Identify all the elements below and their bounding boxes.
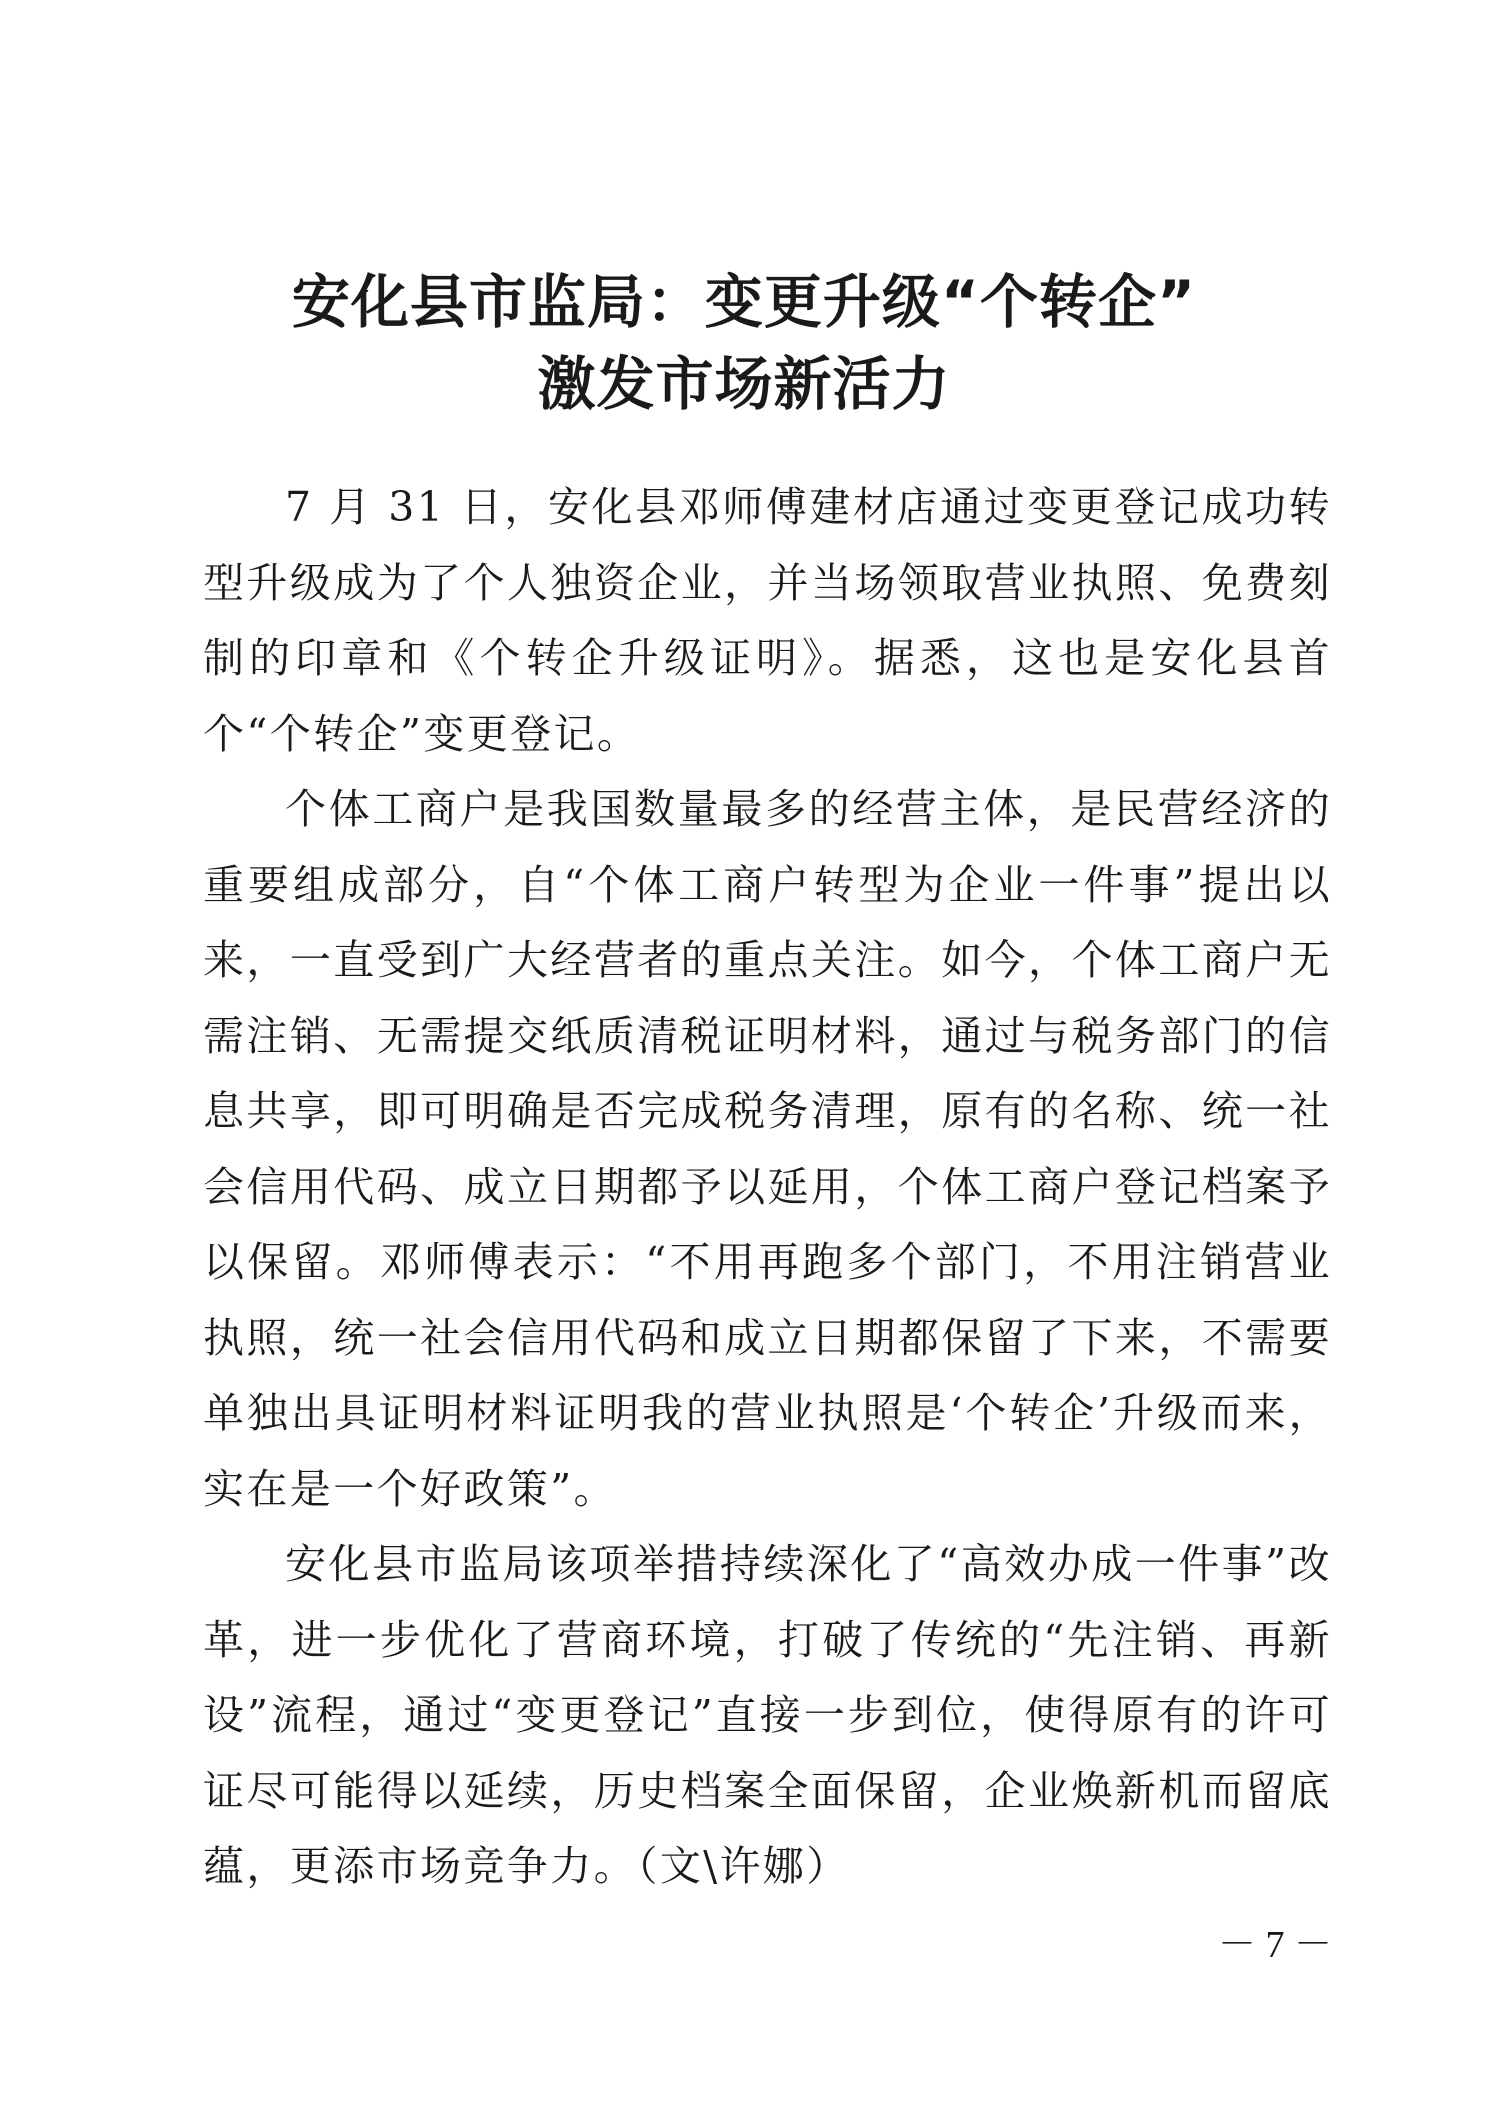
article-title-line-1: 安化县市监局：变更升级“个转企” (291, 268, 1197, 336)
article-title-line-2: 激发市场新活力 (537, 350, 951, 418)
paragraph-2: 个体工商户是我国数量最多的经营主体，是民营经济的重要组成部分，自“个体工商户转型为企业一件事”提出以来，一直受到广大经营者的重点关注。如今，个体工商户无需注销、无需提交纸质清税证明材料，通过与税务部门的信息共享，即可明确是否完成税务清理，原有的名称、统一社会信用代码、成立日期都予以延用，个体工商户登记档案予以保留。邓师傅表示：“不用再跑多个部门，不用注销营业执照，统一社会信用代码和成立日期都保留了下来，不需要单独出具证明材料证明我的营业执照是‘个转企’升级而来，实在是一个好政策”。 (203, 785, 1332, 1513)
paragraph-1: 7 月 31 日，安化县邓师傅建材店通过变更登记成功转型升级成为了个人独资企业，并当场领取营业执照、免费刻制的印章和《个转企升级证明》。据悉，这也是安化县首个“个转企”变更登记。 (203, 483, 1332, 758)
article-body (203, 470, 1332, 1905)
paragraph-3: 安化县市监局该项举措持续深化了“高效办成一件事”改革，进一步优化了营商环境，打破了传统的“先注销、再新设”流程，通过“变更登记”直接一步到位，使得原有的许可证尽可能得以延续，历史档案全面保留，企业焕新机而留底蕴，更添市场竞争力。（文\许娜） (203, 1540, 1332, 1890)
page-number: － 7 － (1217, 1924, 1332, 1966)
